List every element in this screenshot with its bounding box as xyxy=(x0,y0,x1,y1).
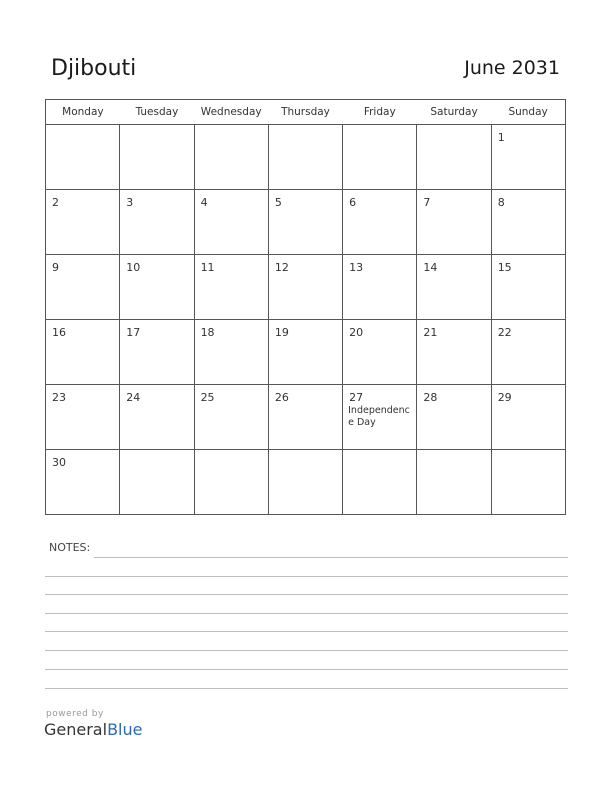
day-number: 2 xyxy=(52,196,59,209)
note-line xyxy=(45,613,568,614)
notes-label: NOTES: xyxy=(49,541,91,554)
weekday-header: Friday xyxy=(343,100,417,125)
weekday-header: Monday xyxy=(46,100,120,125)
day-number: 8 xyxy=(497,196,505,209)
day-number xyxy=(120,450,193,457)
day-cell xyxy=(417,190,491,255)
day-cell xyxy=(417,125,491,190)
note-line xyxy=(45,631,568,632)
day-number: 22 xyxy=(497,326,512,339)
day-number: 13 xyxy=(349,261,364,274)
day-cell xyxy=(120,125,194,190)
day-cell xyxy=(268,190,342,255)
day-cell xyxy=(120,450,194,515)
calendar-week-row xyxy=(46,450,566,515)
weekday-header: Wednesday xyxy=(194,100,268,125)
day-cell xyxy=(268,125,342,190)
weekday-header: Thursday xyxy=(268,100,342,125)
calendar-week-row xyxy=(46,190,566,255)
day-cell xyxy=(491,385,565,450)
day-number: 25 xyxy=(200,391,215,404)
day-cell xyxy=(46,190,120,255)
calendar-week-row xyxy=(46,125,566,190)
day-number: 20 xyxy=(349,326,364,339)
day-cell xyxy=(194,450,268,515)
day-cell xyxy=(417,450,491,515)
day-number xyxy=(417,125,490,132)
day-number: 23 xyxy=(52,391,66,404)
day-cell xyxy=(417,255,491,320)
month-year-title: June 2031 xyxy=(464,57,560,79)
day-number xyxy=(492,450,565,457)
day-number: 1 xyxy=(497,131,505,144)
day-number: 18 xyxy=(200,326,215,339)
calendar-week-row xyxy=(46,385,566,450)
day-number xyxy=(417,450,490,457)
day-number xyxy=(269,125,342,132)
day-number xyxy=(269,450,342,457)
day-number xyxy=(195,125,268,132)
day-cell xyxy=(120,255,194,320)
day-number: 29 xyxy=(497,391,512,404)
note-line xyxy=(45,576,568,577)
day-cell xyxy=(46,255,120,320)
day-number xyxy=(46,125,119,132)
day-cell xyxy=(343,190,417,255)
day-number: 16 xyxy=(52,326,66,339)
day-number xyxy=(120,125,193,132)
day-number: 6 xyxy=(349,196,357,209)
day-number: 4 xyxy=(200,196,208,209)
brand-general: General xyxy=(44,720,108,739)
brand-blue: Blue xyxy=(107,720,143,739)
day-number: 27 xyxy=(349,391,364,404)
note-line xyxy=(45,688,568,689)
calendar-grid xyxy=(45,99,566,515)
calendar-week-row xyxy=(46,255,566,320)
note-line xyxy=(94,557,568,558)
day-cell xyxy=(417,320,491,385)
day-cell xyxy=(120,190,194,255)
day-cell xyxy=(343,450,417,515)
country-title: Djibouti xyxy=(51,56,137,81)
holiday-label: Independence Day xyxy=(348,405,410,428)
day-cell xyxy=(268,450,342,515)
day-cell xyxy=(417,385,491,450)
day-cell xyxy=(343,320,417,385)
day-number: 26 xyxy=(274,391,289,404)
day-number: 21 xyxy=(423,326,438,339)
day-cell xyxy=(343,385,417,450)
brand-logo xyxy=(44,720,142,739)
day-cell xyxy=(194,385,268,450)
day-number xyxy=(343,450,416,457)
day-cell xyxy=(491,190,565,255)
day-number: 3 xyxy=(126,196,134,209)
day-number: 5 xyxy=(274,196,282,209)
day-number: 28 xyxy=(423,391,438,404)
day-cell xyxy=(194,255,268,320)
note-line xyxy=(45,669,568,670)
day-cell xyxy=(268,320,342,385)
day-cell xyxy=(46,320,120,385)
day-cell xyxy=(194,125,268,190)
day-cell xyxy=(268,255,342,320)
day-cell xyxy=(491,255,565,320)
day-cell xyxy=(194,320,268,385)
day-cell xyxy=(120,320,194,385)
powered-by-text: powered by xyxy=(46,709,104,719)
day-number: 9 xyxy=(52,261,59,274)
day-number: 17 xyxy=(126,326,141,339)
day-cell xyxy=(46,450,120,515)
weekday-header-row xyxy=(46,100,566,125)
day-number xyxy=(343,125,416,132)
weekday-header: Sunday xyxy=(491,100,565,125)
note-line xyxy=(45,594,568,595)
day-number: 15 xyxy=(497,261,512,274)
day-number xyxy=(195,450,268,457)
day-number: 30 xyxy=(52,456,66,469)
day-cell xyxy=(343,125,417,190)
note-line xyxy=(45,650,568,651)
weekday-header: Tuesday xyxy=(120,100,194,125)
day-cell xyxy=(46,125,120,190)
day-cell xyxy=(491,320,565,385)
weekday-header: Saturday xyxy=(417,100,491,125)
day-cell xyxy=(120,385,194,450)
day-number: 24 xyxy=(126,391,141,404)
day-number: 11 xyxy=(200,261,215,274)
day-cell xyxy=(46,385,120,450)
day-number: 10 xyxy=(126,261,141,274)
calendar-week-row xyxy=(46,320,566,385)
day-cell xyxy=(491,450,565,515)
day-cell xyxy=(491,125,565,190)
day-cell xyxy=(194,190,268,255)
day-number: 19 xyxy=(274,326,289,339)
day-number: 7 xyxy=(423,196,431,209)
day-cell xyxy=(268,385,342,450)
day-cell xyxy=(343,255,417,320)
day-number: 14 xyxy=(423,261,438,274)
day-number: 12 xyxy=(274,261,289,274)
